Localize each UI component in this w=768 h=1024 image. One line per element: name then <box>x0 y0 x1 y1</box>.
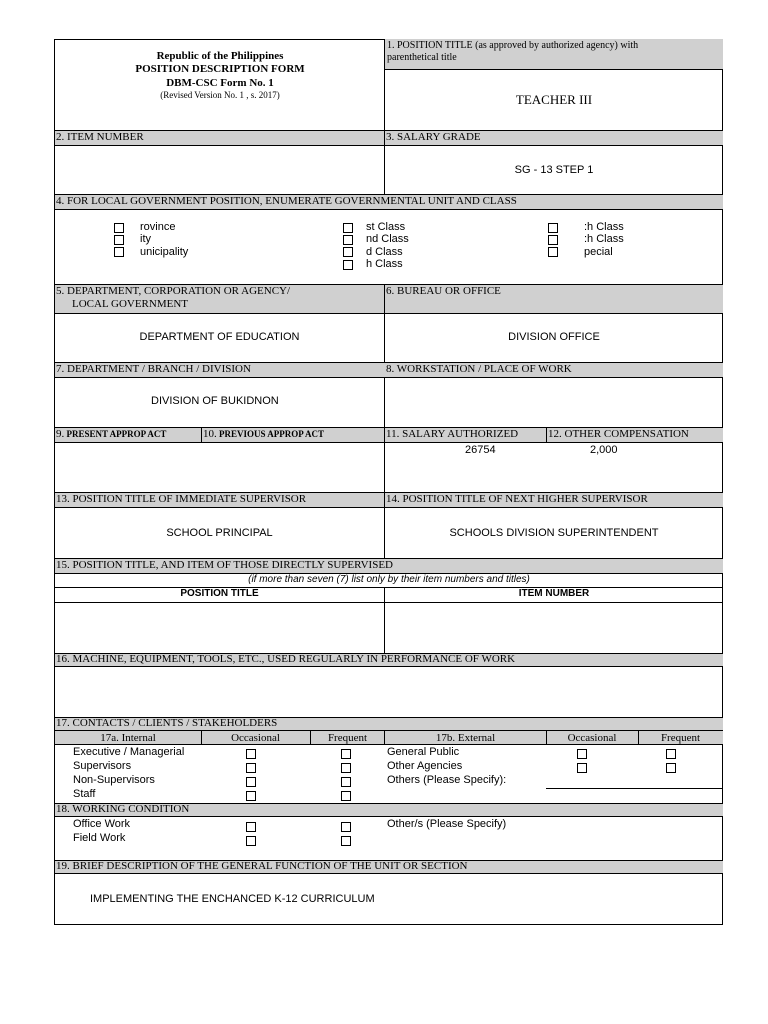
bureau-value[interactable]: DIVISION OFFICE <box>508 331 600 343</box>
class-4th: h Class <box>366 258 403 270</box>
checkbox-sup-frequent[interactable] <box>341 763 351 773</box>
lgu-municipality: unicipality <box>140 246 189 258</box>
class-2nd: nd Class <box>366 233 409 245</box>
checkbox-6th-class[interactable] <box>548 235 558 245</box>
others-specify-line[interactable] <box>546 788 723 789</box>
checkbox-nonsup-frequent[interactable] <box>341 777 351 787</box>
checkbox-5th-class[interactable] <box>548 223 558 233</box>
internal-supervisors: Supervisors <box>73 760 132 772</box>
item-number-label: 2. ITEM NUMBER <box>56 131 144 143</box>
present-approp-label: 9. PRESENT APPROP ACT <box>56 428 167 440</box>
salary-authorized-label: 11. SALARY AUTHORIZED <box>386 428 519 440</box>
other-comp-value[interactable]: 2,000 <box>590 444 618 456</box>
position-title-value[interactable]: TEACHER III <box>515 92 593 107</box>
working-field: Field Work <box>73 832 126 844</box>
internal-staff: Staff <box>73 788 96 800</box>
general-function-label: 19. BRIEF DESCRIPTION OF THE GENERAL FUNCTION OF THE UNIT OR SECTION <box>56 860 468 872</box>
checkbox-2nd-class[interactable] <box>343 235 353 245</box>
form-revision: (Revised Version No. 1 , s. 2017) <box>160 90 280 100</box>
supervisor-value[interactable]: SCHOOL PRINCIPAL <box>166 527 273 539</box>
previous-approp-label: 10. PREVIOUS APPROP ACT <box>203 428 325 440</box>
department-value[interactable]: DEPARTMENT OF EDUCATION <box>139 331 300 343</box>
external-others: Others (Please Specify): <box>387 774 507 786</box>
machines-label: 16. MACHINE, EQUIPMENT, TOOLS, ETC., USED REGULARLY IN PERFORMANCE OF WORK <box>56 653 516 665</box>
checkbox-3rd-class[interactable] <box>343 247 353 257</box>
machines-field[interactable] <box>56 669 722 713</box>
checkbox-agencies-frequent[interactable] <box>666 763 676 773</box>
checkbox-special[interactable] <box>548 247 558 257</box>
supervised-label: 15. POSITION TITLE, AND ITEM OF THOSE DIRECTLY SUPERVISED <box>56 559 393 571</box>
class-3rd: d Class <box>366 246 403 258</box>
workstation-field[interactable] <box>386 380 722 424</box>
checkbox-4th-class[interactable] <box>343 260 353 270</box>
checkbox-office-frequent[interactable] <box>341 822 351 832</box>
item-number-field[interactable] <box>56 150 382 190</box>
branch-label: 7. DEPARTMENT / BRANCH / DIVISION <box>56 363 251 375</box>
external-frequent-head: Frequent <box>660 732 701 744</box>
checkbox-public-occasional[interactable] <box>577 749 587 759</box>
local-gov-label: 4. FOR LOCAL GOVERNMENT POSITION, ENUMERATE GOVERNMENTAL UNIT AND CLASS <box>56 195 517 207</box>
working-label: 18. WORKING CONDITION <box>56 803 190 815</box>
checkbox-field-frequent[interactable] <box>341 836 351 846</box>
class-6th: :h Class <box>584 233 624 245</box>
class-special: pecial <box>584 246 613 258</box>
checkbox-exec-occasional[interactable] <box>246 749 256 759</box>
checkbox-field-occasional[interactable] <box>246 836 256 846</box>
previous-approp-field[interactable] <box>203 445 383 489</box>
workstation-label: 8. WORKSTATION / PLACE OF WORK <box>386 363 572 375</box>
department-label: 5. DEPARTMENT, CORPORATION OR AGENCY/ LOCAL GOVERNMENT <box>56 285 291 310</box>
checkbox-nonsup-occasional[interactable] <box>246 777 256 787</box>
class-1st: st Class <box>366 221 406 233</box>
working-other: Other/s (Please Specify) <box>387 818 507 830</box>
class-5th: :h Class <box>584 221 624 233</box>
checkbox-province[interactable] <box>114 223 124 233</box>
checkbox-staff-frequent[interactable] <box>341 791 351 801</box>
other-comp-label: 12. OTHER COMPENSATION <box>548 428 689 440</box>
republic-text: Republic of the Philippines <box>156 50 284 62</box>
supervisor-label: 13. POSITION TITLE OF IMMEDIATE SUPERVISOR <box>56 493 307 505</box>
general-function-value[interactable]: IMPLEMENTING THE ENCHANCED K-12 CURRICULUM <box>90 893 375 905</box>
external-head: 17b. External <box>435 732 496 744</box>
form-number: DBM-CSC Form No. 1 <box>166 77 274 89</box>
bureau-label: 6. BUREAU OR OFFICE <box>386 285 501 297</box>
branch-value[interactable]: DIVISION OF BUKIDNON <box>151 395 279 407</box>
salary-grade-label: 3. SALARY GRADE <box>386 131 481 143</box>
external-occasional-head: Occasional <box>567 732 617 744</box>
working-office: Office Work <box>73 818 131 830</box>
internal-executive: Executive / Managerial <box>73 746 185 758</box>
internal-frequent-head: Frequent <box>327 732 368 744</box>
checkbox-1st-class[interactable] <box>343 223 353 233</box>
salary-grade-value[interactable]: SG - 13 STEP 1 <box>514 164 594 176</box>
col-item-number: ITEM NUMBER <box>518 588 590 599</box>
checkbox-sup-occasional[interactable] <box>246 763 256 773</box>
form-title: POSITION DESCRIPTION FORM <box>135 63 305 75</box>
lgu-province: rovince <box>140 221 176 233</box>
internal-occasional-head: Occasional <box>231 732 280 744</box>
higher-supervisor-value[interactable]: SCHOOLS DIVISION SUPERINTENDENT <box>449 527 659 539</box>
supervised-note: (if more than seven (7) list only by their item numbers and titles) <box>248 574 530 585</box>
internal-non-supervisors: Non-Supervisors <box>73 774 155 786</box>
checkbox-staff-occasional[interactable] <box>246 791 256 801</box>
col-position-title: POSITION TITLE <box>180 588 259 599</box>
salary-authorized-value[interactable]: 26754 <box>465 444 496 456</box>
contacts-label: 17. CONTACTS / CLIENTS / STAKEHOLDERS <box>56 717 278 729</box>
checkbox-agencies-occasional[interactable] <box>577 763 587 773</box>
external-general-public: General Public <box>387 746 460 758</box>
checkbox-exec-frequent[interactable] <box>341 749 351 759</box>
internal-head: 17a. Internal <box>100 732 156 744</box>
checkbox-city[interactable] <box>114 235 124 245</box>
higher-supervisor-label: 14. POSITION TITLE OF NEXT HIGHER SUPERVISOR <box>386 493 648 505</box>
position-title-label: 1. POSITION TITLE (as approved by authorized agency) with parenthetical title <box>387 40 639 63</box>
checkbox-office-occasional[interactable] <box>246 822 256 832</box>
lgu-city: ity <box>140 233 151 245</box>
present-approp-field[interactable] <box>56 445 200 489</box>
form-header <box>55 50 385 101</box>
checkbox-municipality[interactable] <box>114 247 124 257</box>
checkbox-public-frequent[interactable] <box>666 749 676 759</box>
external-other-agencies: Other Agencies <box>387 760 463 772</box>
